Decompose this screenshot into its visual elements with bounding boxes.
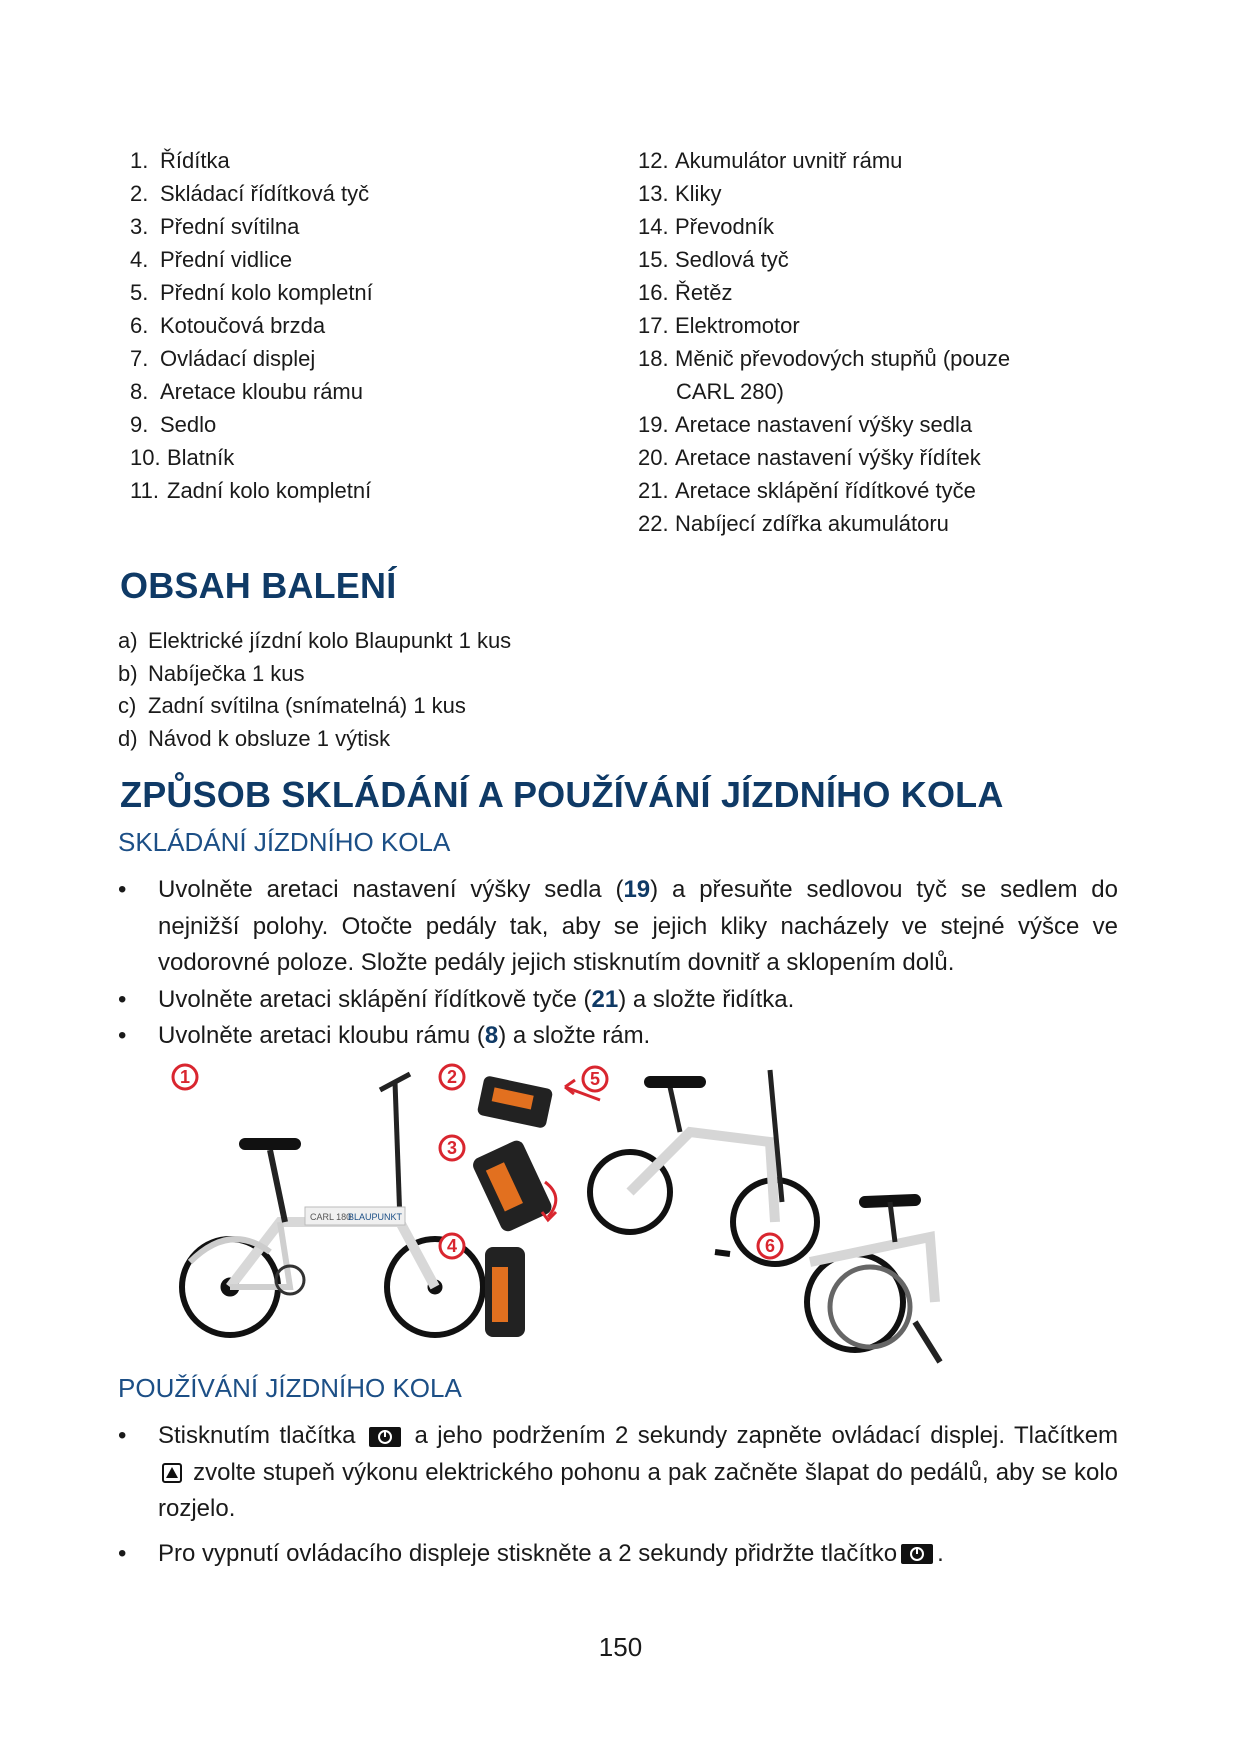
parts-item-number: 19.	[638, 412, 669, 437]
parts-item-label: Přední vidlice	[160, 247, 293, 272]
parts-item-label: Blatník	[167, 445, 235, 470]
unfolded-bike-image	[182, 1074, 483, 1335]
package-item-text: Nabíječka 1 kus	[148, 660, 305, 686]
parts-list-item	[638, 375, 1118, 408]
parts-item-label: Měnič převodových stupňů (pouze	[675, 346, 1011, 371]
parts-list-item	[130, 177, 610, 210]
parts-item-label: Elektromotor	[675, 313, 800, 338]
parts-item-label: Aretace sklápění řídítkové tyče	[675, 478, 976, 503]
bike-brand-label: BLAUPUNKT	[348, 1212, 403, 1222]
package-item-letter: c)	[118, 693, 137, 718]
parts-item-label: CARL 280)	[676, 379, 785, 404]
package-item	[118, 658, 511, 691]
parts-item-number: 10.	[130, 445, 161, 470]
parts-item-number: 21.	[638, 478, 669, 503]
package-item	[118, 723, 511, 756]
usage-step-power-off: • Pro vypnutí ovládacího displeje stiskněte a 2 sekundy přidržte tlačítko .	[118, 1536, 1118, 1573]
parts-item-number: 16.	[638, 280, 669, 305]
parts-list-item	[130, 144, 610, 177]
parts-item-label: Přední kolo kompletní	[160, 280, 373, 305]
parts-list-right	[638, 144, 1118, 540]
step-marker-5-label: 5	[589, 1069, 601, 1089]
usage-subheading: POUŽÍVÁNÍ JÍZDNÍHO KOLA	[118, 1373, 462, 1403]
parts-list-item	[638, 210, 1118, 243]
parts-item-label: Aretace nastavení výšky řídítek	[675, 445, 981, 470]
parts-list-item	[638, 177, 1118, 210]
parts-list-item	[130, 243, 610, 276]
pedal-image-3	[470, 1138, 556, 1234]
pedal-image-4	[485, 1247, 525, 1337]
parts-list-item	[638, 441, 1118, 474]
parts-item-number: 9.	[130, 412, 149, 437]
parts-list-item	[130, 474, 610, 507]
folding-heading: ZPŮSOB SKLÁDÁNÍ A POUŽÍVÁNÍ JÍZDNÍHO KOLA	[120, 774, 1004, 815]
parts-item-number: 6.	[130, 313, 149, 338]
parts-item-label: Kliky	[675, 181, 722, 206]
parts-list-item	[130, 210, 610, 243]
parts-list-item	[638, 309, 1118, 342]
parts-list-item	[130, 342, 610, 375]
parts-item-label: Akumulátor uvnitř rámu	[675, 148, 903, 173]
parts-item-number: 14.	[638, 214, 669, 239]
page-number: 150	[598, 1632, 643, 1662]
parts-item-number: 8.	[130, 379, 149, 404]
parts-item-label: Zadní kolo kompletní	[167, 478, 372, 503]
parts-list-item	[638, 474, 1118, 507]
parts-item-number: 17.	[638, 313, 669, 338]
package-item-text: Elektrické jízdní kolo Blaupunkt 1 kus	[148, 628, 512, 653]
parts-list-item	[638, 342, 1118, 375]
folded-bike-image	[807, 1200, 940, 1362]
parts-item-number: 3.	[130, 214, 149, 239]
parts-list-item	[638, 243, 1118, 276]
folding-illustration	[170, 1062, 1070, 1382]
parts-list-item	[638, 276, 1118, 309]
package-item-letter: a)	[118, 628, 138, 653]
parts-item-number: 20.	[638, 445, 669, 470]
parts-item-label: Sedlo	[160, 412, 217, 437]
parts-item-label: Nabíjecí zdířka akumulátoru	[675, 511, 949, 536]
parts-item-number: 22.	[638, 511, 669, 536]
package-item-letter: d)	[118, 725, 138, 751]
folding-subheading: SKLÁDÁNÍ JÍZDNÍHO KOLA	[118, 827, 451, 857]
package-item-text: Zadní svítilna (snímatelná) 1 kus	[148, 693, 466, 718]
folding-instructions	[118, 872, 1118, 1055]
power-button-icon	[901, 1544, 933, 1564]
parts-item-number: 4.	[130, 247, 149, 272]
parts-item-label: Sedlová tyč	[675, 247, 789, 272]
parts-item-label: Převodník	[675, 214, 775, 239]
parts-list-item	[130, 375, 610, 408]
package-item	[118, 690, 511, 723]
half-folded-bike-image	[590, 1070, 817, 1264]
package-heading: OBSAH BALENÍ	[120, 565, 397, 606]
bike-frame-label: CARL 180	[310, 1212, 352, 1222]
parts-item-label: Aretace nastavení výšky sedla	[675, 412, 973, 437]
step-marker-1-label: 1	[179, 1067, 191, 1087]
parts-list-item	[130, 276, 610, 309]
up-button-icon	[162, 1463, 182, 1483]
parts-item-number: 7.	[130, 346, 149, 371]
parts-item-label: Skládací řídítková tyč	[160, 181, 370, 206]
usage-step-power-on: • Stisknutím tlačítka a jeho podržením 2 sekundy zapněte ovládací displej. Tlačítkem zvolte stupeň výkonu elektrického pohonu a pak začněte šlapat do pedálů, aby se kolo rozjelo.	[118, 1418, 1118, 1528]
parts-item-label: Řetěz	[675, 280, 733, 305]
package-list	[118, 625, 511, 755]
parts-item-label: Řídítka	[160, 148, 230, 173]
parts-list-item	[638, 507, 1118, 540]
parts-list-item	[638, 144, 1118, 177]
step-marker-4-label: 4	[446, 1236, 458, 1256]
parts-list-item	[638, 408, 1118, 441]
parts-list-left	[130, 144, 610, 507]
parts-item-number: 5.	[130, 280, 149, 305]
package-item	[118, 625, 511, 658]
step-marker-3-label: 3	[446, 1138, 458, 1158]
step-marker-2-label: 2	[446, 1067, 458, 1087]
pedal-image-2	[477, 1075, 600, 1129]
parts-item-label: Ovládací displej	[160, 346, 316, 371]
usage-instructions	[118, 1418, 1118, 1572]
parts-item-number: 1.	[130, 148, 149, 173]
folding-step-handlebar: • Uvolněte aretaci sklápění řídítkově tyče (21) a složte řidítka.	[118, 982, 1118, 1019]
folding-step-seat: • Uvolněte aretaci nastavení výšky sedla (19) a přesuňte sedlovou tyč se sedlem do nejnižší polohy. Otočte pedály tak, aby se jejich kliky nacházely ve stejné výšce ve vodorovné poloze. Složte pedály jejich stisknutím dovnitř a sklopením dolů.	[118, 872, 1118, 982]
parts-list-item	[130, 309, 610, 342]
package-item-letter: b)	[118, 660, 138, 686]
power-button-icon	[369, 1427, 401, 1447]
package-item-text: Návod k obsluze 1 výtisk	[148, 725, 391, 751]
parts-item-number: 18.	[638, 346, 669, 371]
parts-item-number: 15.	[638, 247, 669, 272]
parts-item-label: Aretace kloubu rámu	[160, 379, 363, 404]
parts-list-item	[130, 441, 610, 474]
parts-item-number: 2.	[130, 181, 149, 206]
parts-item-number: 13.	[638, 181, 669, 206]
step-marker-6-label: 6	[764, 1236, 776, 1256]
parts-item-number: 12.	[638, 148, 669, 173]
parts-item-label: Přední svítilna	[160, 214, 300, 239]
parts-list-item	[130, 408, 610, 441]
parts-item-label: Kotoučová brzda	[160, 313, 326, 338]
parts-item-number: 11.	[130, 478, 159, 503]
folding-step-frame: • Uvolněte aretaci kloubu rámu (8) a složte rám.	[118, 1018, 1118, 1055]
